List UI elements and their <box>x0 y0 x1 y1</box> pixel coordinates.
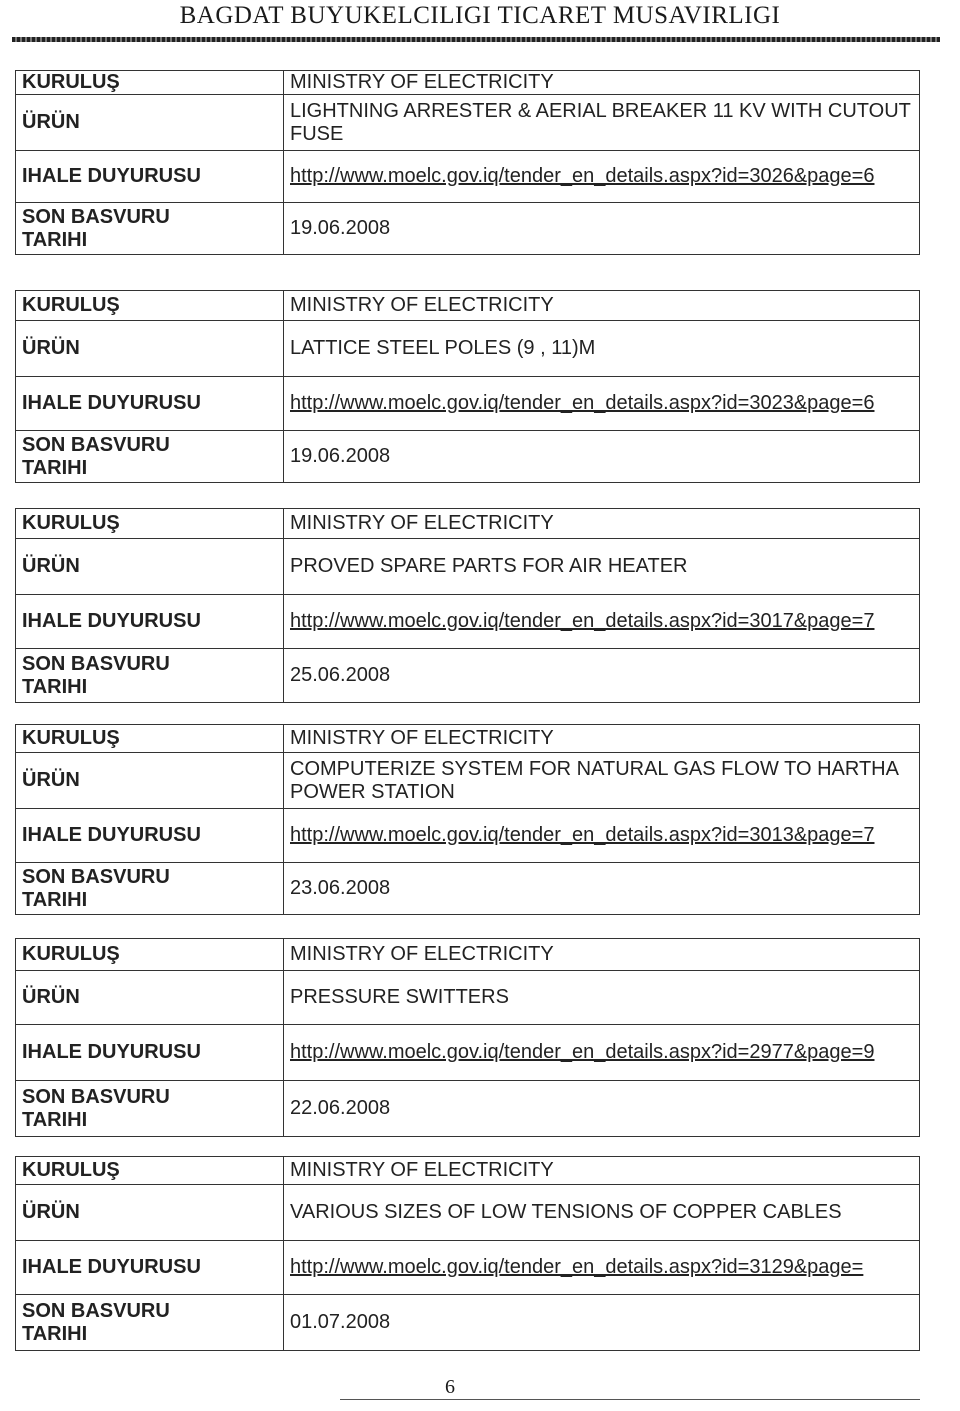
tender-table <box>15 938 920 1137</box>
label-kurulus: KURULUŞ <box>16 291 284 321</box>
label-kurulus: KURULUŞ <box>16 71 284 95</box>
tender-tarih: 22.06.2008 <box>284 1081 920 1137</box>
tender-link[interactable]: http://www.moelc.gov.iq/tender_en_details.aspx?id=3026&page=6 <box>290 165 875 187</box>
tender-link[interactable]: http://www.moelc.gov.iq/tender_en_details.aspx?id=3017&page=7 <box>290 610 875 632</box>
tender-table <box>15 290 920 483</box>
label-ihale: IHALE DUYURUSU <box>16 377 284 431</box>
tender-link[interactable]: http://www.moelc.gov.iq/tender_en_details.aspx?id=2977&page=9 <box>290 1041 875 1063</box>
label-son-basvuru: SON BASVURU TARIHI <box>16 203 284 255</box>
tender-kurulus: MINISTRY OF ELECTRICITY <box>284 291 920 321</box>
label-kurulus: KURULUŞ <box>16 509 284 539</box>
label-son-basvuru: SON BASVURU TARIHI <box>16 431 284 483</box>
label-son-basvuru: SON BASVURU TARIHI <box>16 1295 284 1351</box>
label-ihale: IHALE DUYURUSU <box>16 595 284 649</box>
tender-table <box>15 1156 920 1351</box>
header-divider <box>12 37 940 42</box>
tender-kurulus: MINISTRY OF ELECTRICITY <box>284 939 920 971</box>
label-ihale: IHALE DUYURUSU <box>16 151 284 203</box>
tender-tarih: 23.06.2008 <box>284 863 920 915</box>
tender-urun: VARIOUS SIZES OF LOW TENSIONS OF COPPER CABLES <box>284 1185 920 1241</box>
label-son-basvuru: SON BASVURU TARIHI <box>16 1081 284 1137</box>
tender-urun: COMPUTERIZE SYSTEM FOR NATURAL GAS FLOW TO HARTHA POWER STATION <box>284 753 920 809</box>
tender-kurulus: MINISTRY OF ELECTRICITY <box>284 71 920 95</box>
footer-divider <box>340 1399 920 1400</box>
tender-link[interactable]: http://www.moelc.gov.iq/tender_en_details.aspx?id=3023&page=6 <box>290 392 875 414</box>
page-header-title: BAGDAT BUYUKELCILIGI TICARET MUSAVIRLIGI <box>179 2 781 29</box>
label-urun: ÜRÜN <box>16 95 284 151</box>
label-urun: ÜRÜN <box>16 753 284 809</box>
tender-urun: PRESSURE SWITTERS <box>284 971 920 1025</box>
tender-urun: PROVED SPARE PARTS FOR AIR HEATER <box>284 539 920 595</box>
tender-kurulus: MINISTRY OF ELECTRICITY <box>284 509 920 539</box>
label-urun: ÜRÜN <box>16 539 284 595</box>
label-ihale: IHALE DUYURUSU <box>16 1025 284 1081</box>
tender-tarih: 19.06.2008 <box>284 203 920 255</box>
tender-tarih: 25.06.2008 <box>284 649 920 703</box>
label-kurulus: KURULUŞ <box>16 725 284 753</box>
tender-urun: LIGHTNING ARRESTER & AERIAL BREAKER 11 KV WITH CUTOUT FUSE <box>284 95 920 151</box>
label-urun: ÜRÜN <box>16 321 284 377</box>
tender-link[interactable]: http://www.moelc.gov.iq/tender_en_details.aspx?id=3013&page=7 <box>290 824 875 846</box>
tender-link[interactable]: http://www.moelc.gov.iq/tender_en_details.aspx?id=3129&page= <box>290 1256 864 1278</box>
label-ihale: IHALE DUYURUSU <box>16 1241 284 1295</box>
tender-kurulus: MINISTRY OF ELECTRICITY <box>284 725 920 753</box>
label-ihale: IHALE DUYURUSU <box>16 809 284 863</box>
label-son-basvuru: SON BASVURU TARIHI <box>16 649 284 703</box>
tender-table <box>15 724 920 915</box>
tender-kurulus: MINISTRY OF ELECTRICITY <box>284 1157 920 1185</box>
label-urun: ÜRÜN <box>16 971 284 1025</box>
tender-table <box>15 508 920 703</box>
page-number: 6 <box>445 1376 455 1398</box>
tender-table <box>15 70 920 255</box>
label-son-basvuru: SON BASVURU TARIHI <box>16 863 284 915</box>
tender-tarih: 01.07.2008 <box>284 1295 920 1351</box>
tender-tarih: 19.06.2008 <box>284 431 920 483</box>
label-urun: ÜRÜN <box>16 1185 284 1241</box>
tender-urun: LATTICE STEEL POLES (9 , 11)M <box>284 321 920 377</box>
label-kurulus: KURULUŞ <box>16 939 284 971</box>
label-kurulus: KURULUŞ <box>16 1157 284 1185</box>
